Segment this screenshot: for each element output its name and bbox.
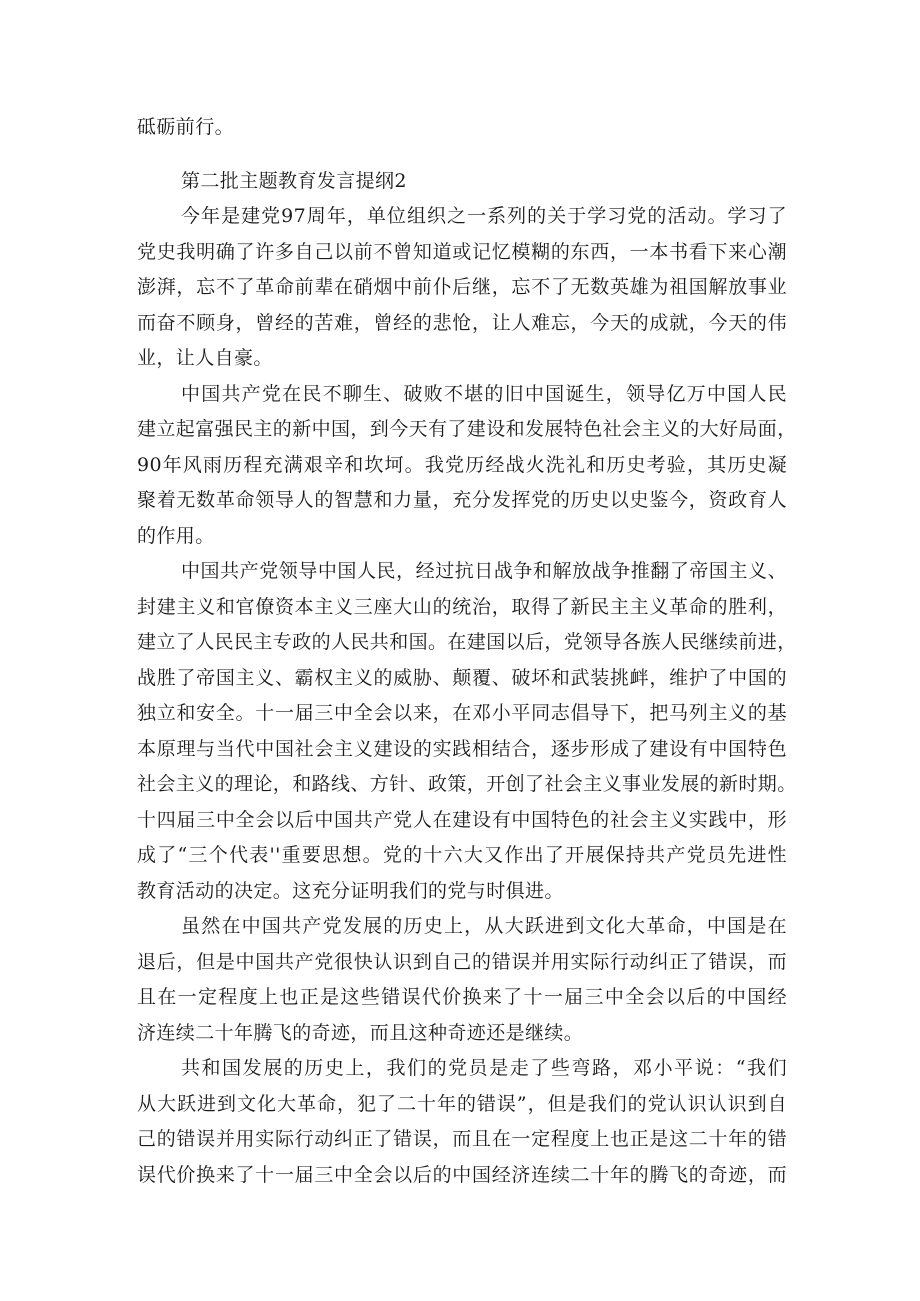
- text-line: 的作用。: [137, 524, 215, 547]
- text-line: 建立了人民民主专政的人民共和国。在建国以后，党领导各族人民继续前进，: [137, 631, 797, 653]
- text-line: 且在一定程度上也正是这些错误代价换来了十一届三中全会以后的中国经: [137, 986, 787, 1008]
- section-heading: 第二批主题教育发言提纲2: [181, 169, 407, 192]
- text-line: 党史我明确了许多自己以前不曾知道或记忆模糊的东西，一本书看下来心潮: [137, 240, 787, 263]
- text-line: 建立起富强民主的新中国，到今天有了建设和发展特色社会主义的大好局面，: [137, 418, 797, 440]
- document-body: [137, 110, 797, 1193]
- text-line: 济连续二十年腾飞的奇迹，而且这种奇迹还是继续。: [137, 1021, 584, 1044]
- text-line: 中国共产党领导中国人民，经过抗日战争和解放战争推翻了帝国主义、: [181, 560, 787, 582]
- text-line: 误代价换来了十一届三中全会以后的中国经济连续二十年的腾飞的奇迹，而: [137, 1163, 787, 1186]
- text-line: 虽然在中国共产党发展的历史上，从大跃进到文化大革命，中国是在: [181, 915, 787, 937]
- text-line: 砥砺前行。: [137, 116, 235, 138]
- text-line: 共和国发展的历史上，我们的党员是走了些弯路，邓小平说：“我们: [181, 1057, 787, 1079]
- text-line: 独立和安全。十一届三中全会以来，在邓小平同志倡导下，把马列主义的基: [137, 702, 787, 724]
- text-line: 己的错误并用实际行动纠正了错误，而且在一定程度上也正是这二十年的错: [137, 1128, 787, 1150]
- text-line: 中国共产党在民不聊生、破败不堪的旧中国诞生，领导亿万中国人民: [181, 382, 787, 405]
- text-line: 十四届三中全会以后中国共产党人在建设有中国特色的社会主义实践中，形: [137, 808, 787, 831]
- text-line: 而奋不顾身，曾经的苦难，曾经的悲怆，让人难忘，今天的成就，今天的伟: [137, 311, 787, 334]
- paragraph-gap: [137, 146, 787, 164]
- text-line: 90年风雨历程充满艰辛和坎坷。我党历经战火洗礼和历史考验，其历史凝: [137, 453, 787, 476]
- text-line: 教育活动的决定。这充分证明我们的党与时俱进。: [137, 879, 564, 902]
- text-line: 澎湃，忘不了革命前辈在硝烟中前仆后继，忘不了无数英雄为祖国解放事业: [137, 276, 787, 298]
- text-line: 社会主义的理论，和路线、方针、政策，开创了社会主义事业发展的新时期。: [137, 773, 797, 795]
- text-line: 战胜了帝国主义、霸权主义的威胁、颠覆、破坏和武装挑衅，维护了中国的: [137, 666, 787, 689]
- text-line: 成了“三个代表''重要思想。党的十六大又作出了开展保持共产党员先进性: [137, 844, 787, 866]
- text-line: 从大跃进到文化大革命，犯了二十年的错误”，但是我们的党认识认识到自: [137, 1092, 787, 1115]
- text-line: 聚着无数革命领导人的智慧和力量，充分发挥党的历史以史鉴今，资政育人: [137, 489, 787, 511]
- text-line: 本原理与当代中国社会主义建设的实践相结合，逐步形成了建设有中国特色: [137, 737, 787, 760]
- text-line: 封建主义和官僚资本主义三座大山的统治，取得了新民主主义革命的胜利，: [137, 595, 787, 618]
- text-line: 今年是建党97周年，单位组织之一系列的关于学习党的活动。学习了: [181, 205, 787, 227]
- text-line: 退后，但是中国共产党很快认识到自己的错误并用实际行动纠正了错误，而: [137, 950, 787, 973]
- text-line: 业，让人自豪。: [137, 347, 273, 369]
